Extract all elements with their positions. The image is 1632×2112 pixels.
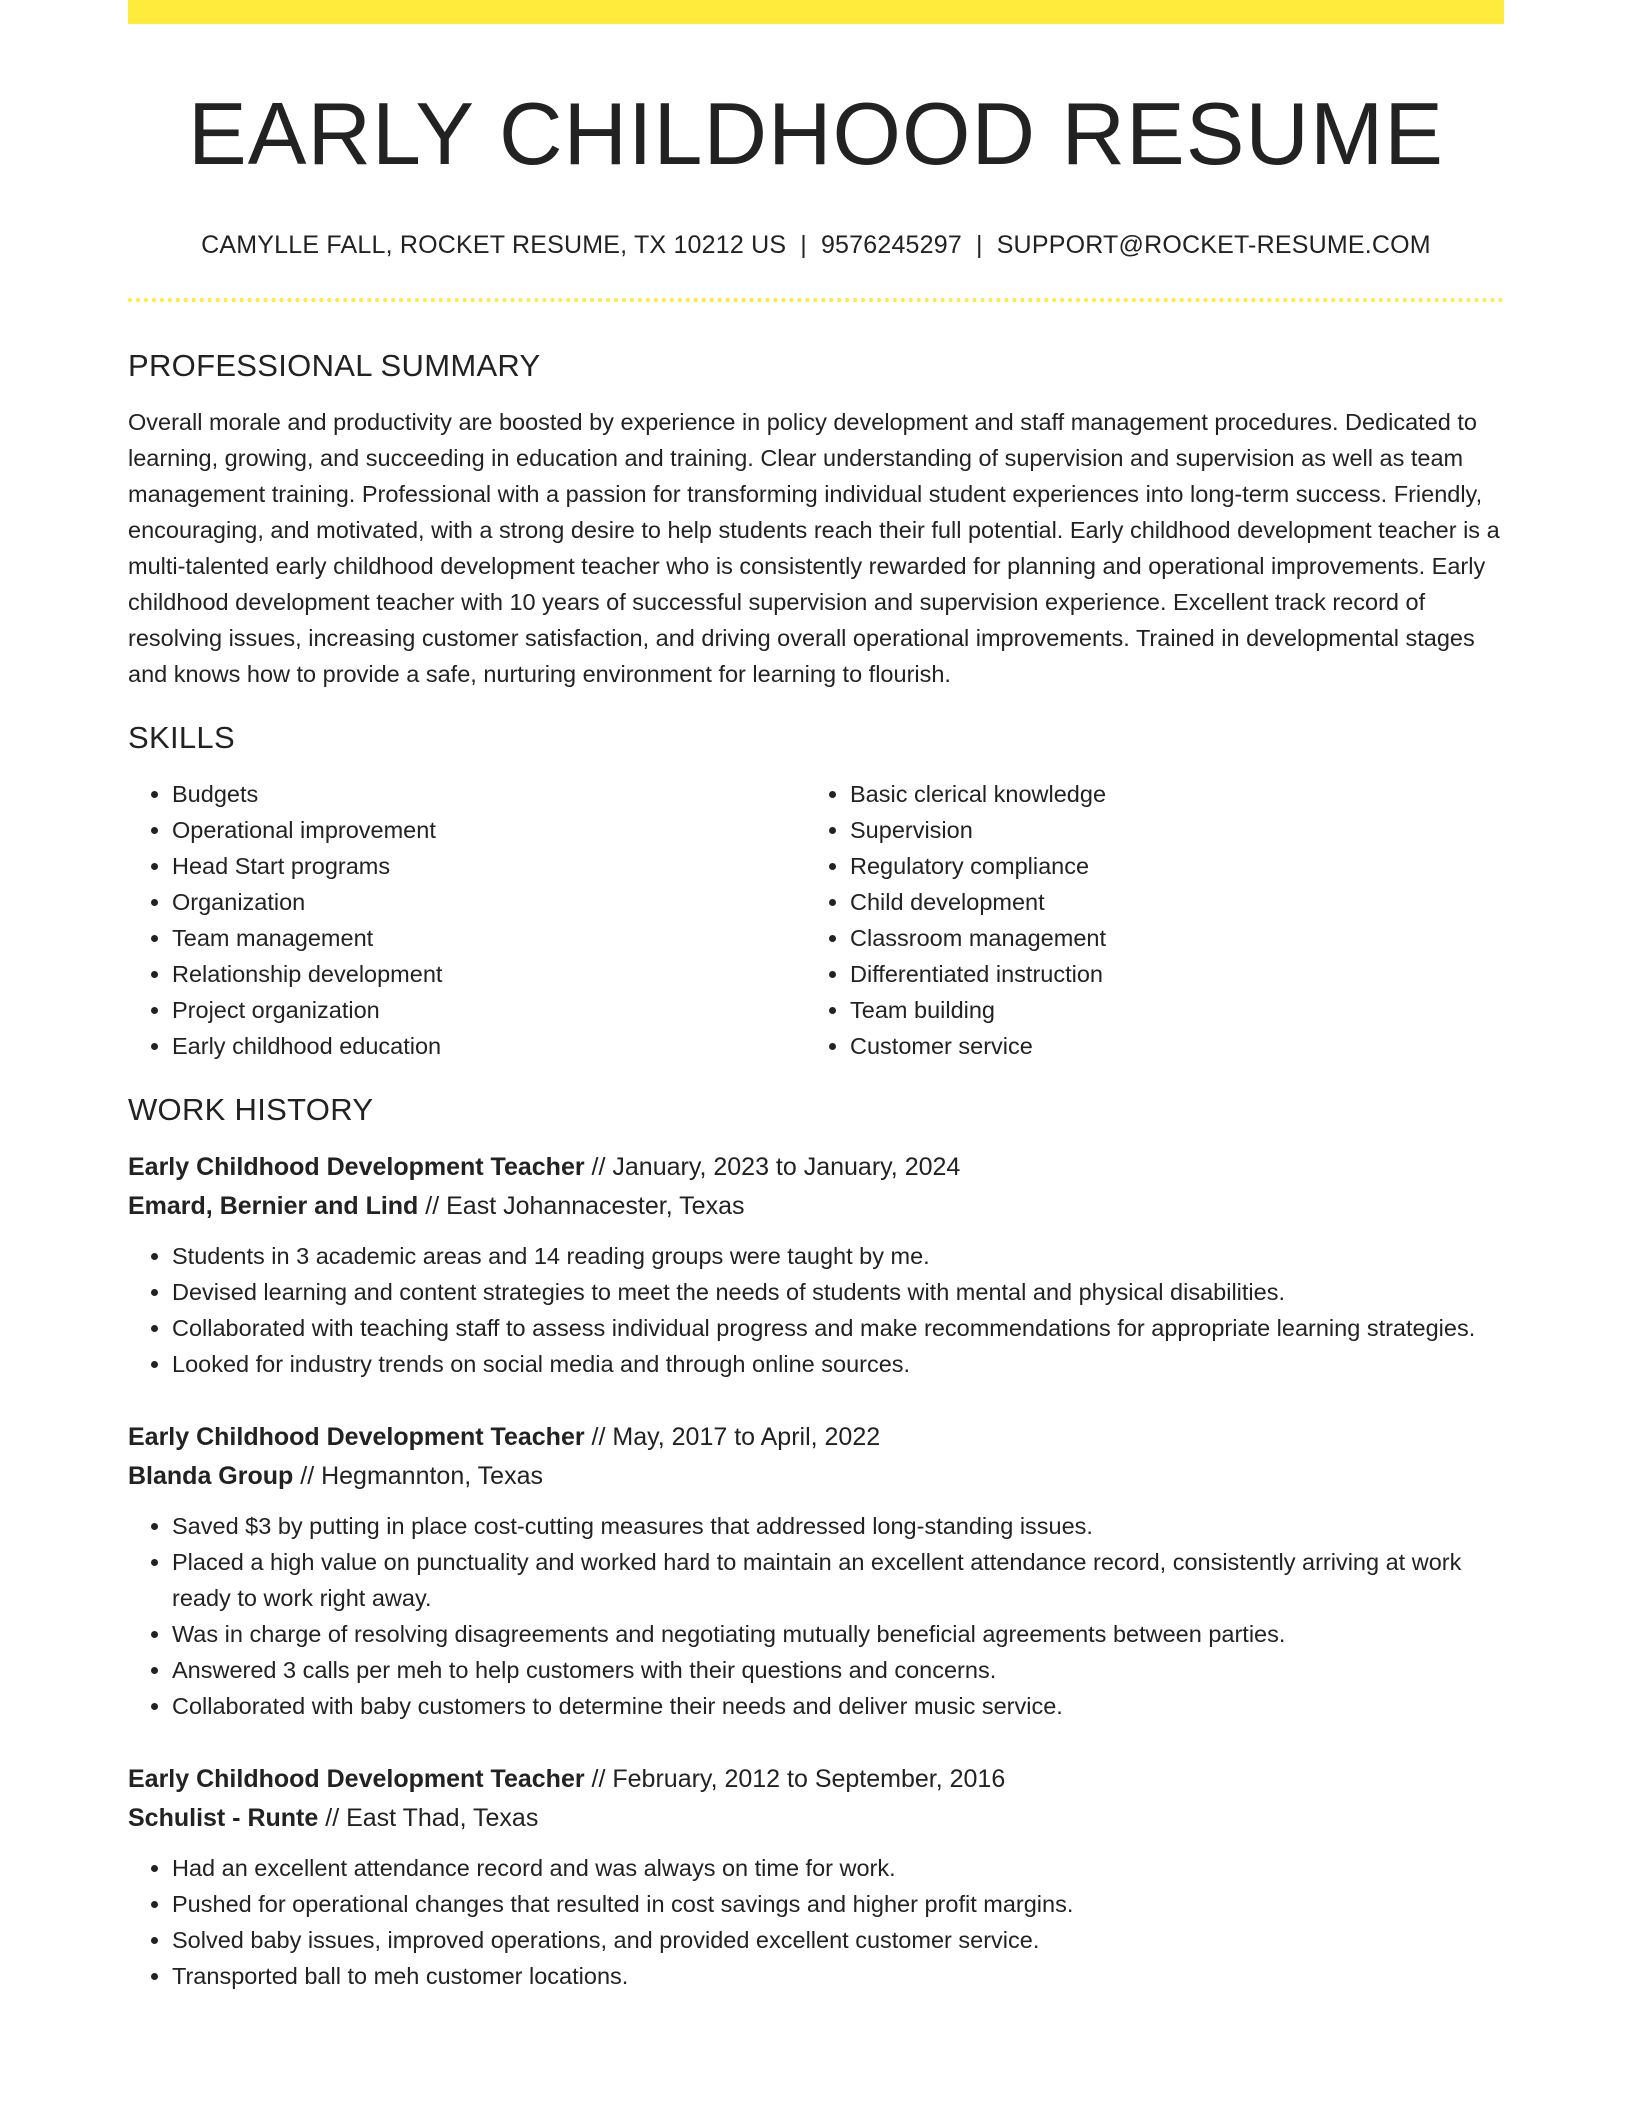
job-title: Early Childhood Development Teacher [128, 1423, 585, 1451]
contact-phone: 9576245297 [820, 231, 962, 259]
skill-item: • Operational improvement [172, 812, 806, 848]
skill-item: • Head Start programs [172, 848, 806, 884]
job-bullet: • Collaborated with baby customers to determine their needs and deliver music service. [172, 1688, 1504, 1724]
job-bullet: • Was in charge of resolving disagreements and negotiating mutually beneficial agreements between parties. [172, 1616, 1504, 1652]
skill-item: • Relationship development [172, 956, 806, 992]
job-bullet: • Devised learning and content strategies to meet the needs of students with mental and physical disabilities. [172, 1274, 1504, 1310]
job-bullet: • Transported ball to meh customer locations. [172, 1958, 1504, 1994]
skill-item: • Team building [850, 992, 1484, 1028]
contact-address: CAMYLLE FALL, ROCKET RESUME, TX 10212 US [201, 231, 787, 259]
skill-item: • Basic clerical knowledge [850, 776, 1484, 812]
job-bullets [128, 1850, 1504, 1994]
job-company-line [128, 1457, 1504, 1496]
skill-item: • Regulatory compliance [850, 848, 1484, 884]
skill-item: • Budgets [172, 776, 806, 812]
job-entry [128, 1148, 1504, 1382]
job-bullet: • Had an excellent attendance record and was always on time for work. [172, 1850, 1504, 1886]
accent-top-bar [128, 0, 1504, 24]
skills-column-right [806, 776, 1484, 1064]
job-location: // East Thad, Texas [325, 1804, 539, 1832]
job-entry [128, 1760, 1504, 1994]
job-bullet: • Placed a high value on punctuality and worked hard to maintain an excellent attendance record, consistently arriving at work ready to work right away. [172, 1544, 1504, 1616]
job-title-line [128, 1148, 1504, 1187]
resume-content [128, 24, 1504, 1994]
skill-item: • Team management [172, 920, 806, 956]
job-location: // Hegmannton, Texas [300, 1462, 543, 1490]
job-title-line [128, 1760, 1504, 1799]
job-title-line [128, 1418, 1504, 1457]
skill-item: • Classroom management [850, 920, 1484, 956]
skills-column-left [128, 776, 806, 1064]
skill-item: • Differentiated instruction [850, 956, 1484, 992]
job-company: Schulist - Runte [128, 1804, 319, 1832]
skill-item: • Supervision [850, 812, 1484, 848]
contact-separator: | [800, 231, 807, 259]
job-bullet: • Saved $3 by putting in place cost-cutting measures that addressed long-standing issues. [172, 1508, 1504, 1544]
job-dates: // January, 2023 to January, 2024 [591, 1153, 961, 1181]
job-company-line [128, 1187, 1504, 1226]
job-company: Emard, Bernier and Lind [128, 1192, 419, 1220]
skill-item: • Child development [850, 884, 1484, 920]
job-bullet: • Solved baby issues, improved operations, and provided excellent customer service. [172, 1922, 1504, 1958]
job-company-line [128, 1799, 1504, 1838]
contact-email: SUPPORT@ROCKET-RESUME.COM [996, 231, 1431, 259]
job-dates: // May, 2017 to April, 2022 [591, 1423, 881, 1451]
dotted-divider [128, 298, 1504, 302]
job-bullet: • Students in 3 academic areas and 14 reading groups were taught by me. [172, 1238, 1504, 1274]
job-company: Blanda Group [128, 1462, 294, 1490]
summary-text: Overall morale and productivity are boosted by experience in policy development and staff management procedures. Dedicated to learning, growing, and succeeding in education and training. Clear understanding of supervision and supervision as well as team management training. Professional with a passion for transforming individual student experiences into long-term success. Friendly, encouraging, and motivated, with a strong desire to help students reach their full potential. Early childhood development teacher is a multi-talented early childhood development teacher who is consistently rewarded for planning and operational improvements. Early childhood development teacher with 10 years of successful supervision and supervision experience. Excellent track record of resolving issues, increasing customer satisfaction, and driving overall operational improvements. Trained in developmental stages and knows how to provide a safe, nurturing environment for learning to flourish. [128, 409, 1500, 687]
job-bullets [128, 1508, 1504, 1724]
skills-list [128, 776, 1504, 1064]
job-bullet: • Collaborated with teaching staff to assess individual progress and make recommendations for appropriate learning strategies. [172, 1310, 1504, 1346]
contact-separator: | [975, 231, 983, 259]
contact-line [128, 228, 1504, 262]
job-entry [128, 1418, 1504, 1724]
job-bullet: • Pushed for operational changes that resulted in cost savings and higher profit margins. [172, 1886, 1504, 1922]
work-history-heading: WORK HISTORY [128, 1092, 374, 1127]
job-title: Early Childhood Development Teacher [128, 1765, 585, 1793]
skill-item: • Organization [172, 884, 806, 920]
summary-heading: PROFESSIONAL SUMMARY [128, 348, 541, 383]
job-dates: // February, 2012 to September, 2016 [591, 1765, 1006, 1793]
skill-item: • Project organization [172, 992, 806, 1028]
skill-item: • Early childhood education [172, 1028, 806, 1064]
job-bullet: • Looked for industry trends on social media and through online sources. [172, 1346, 1504, 1382]
job-bullets [128, 1238, 1504, 1382]
skills-heading: SKILLS [128, 720, 235, 755]
resume-title: EARLY CHILDHOOD RESUME [188, 84, 1444, 183]
job-location: // East Johannacester, Texas [425, 1192, 745, 1220]
skill-item: • Customer service [850, 1028, 1484, 1064]
job-bullet: • Answered 3 calls per meh to help customers with their questions and concerns. [172, 1652, 1504, 1688]
job-title: Early Childhood Development Teacher [128, 1153, 585, 1181]
